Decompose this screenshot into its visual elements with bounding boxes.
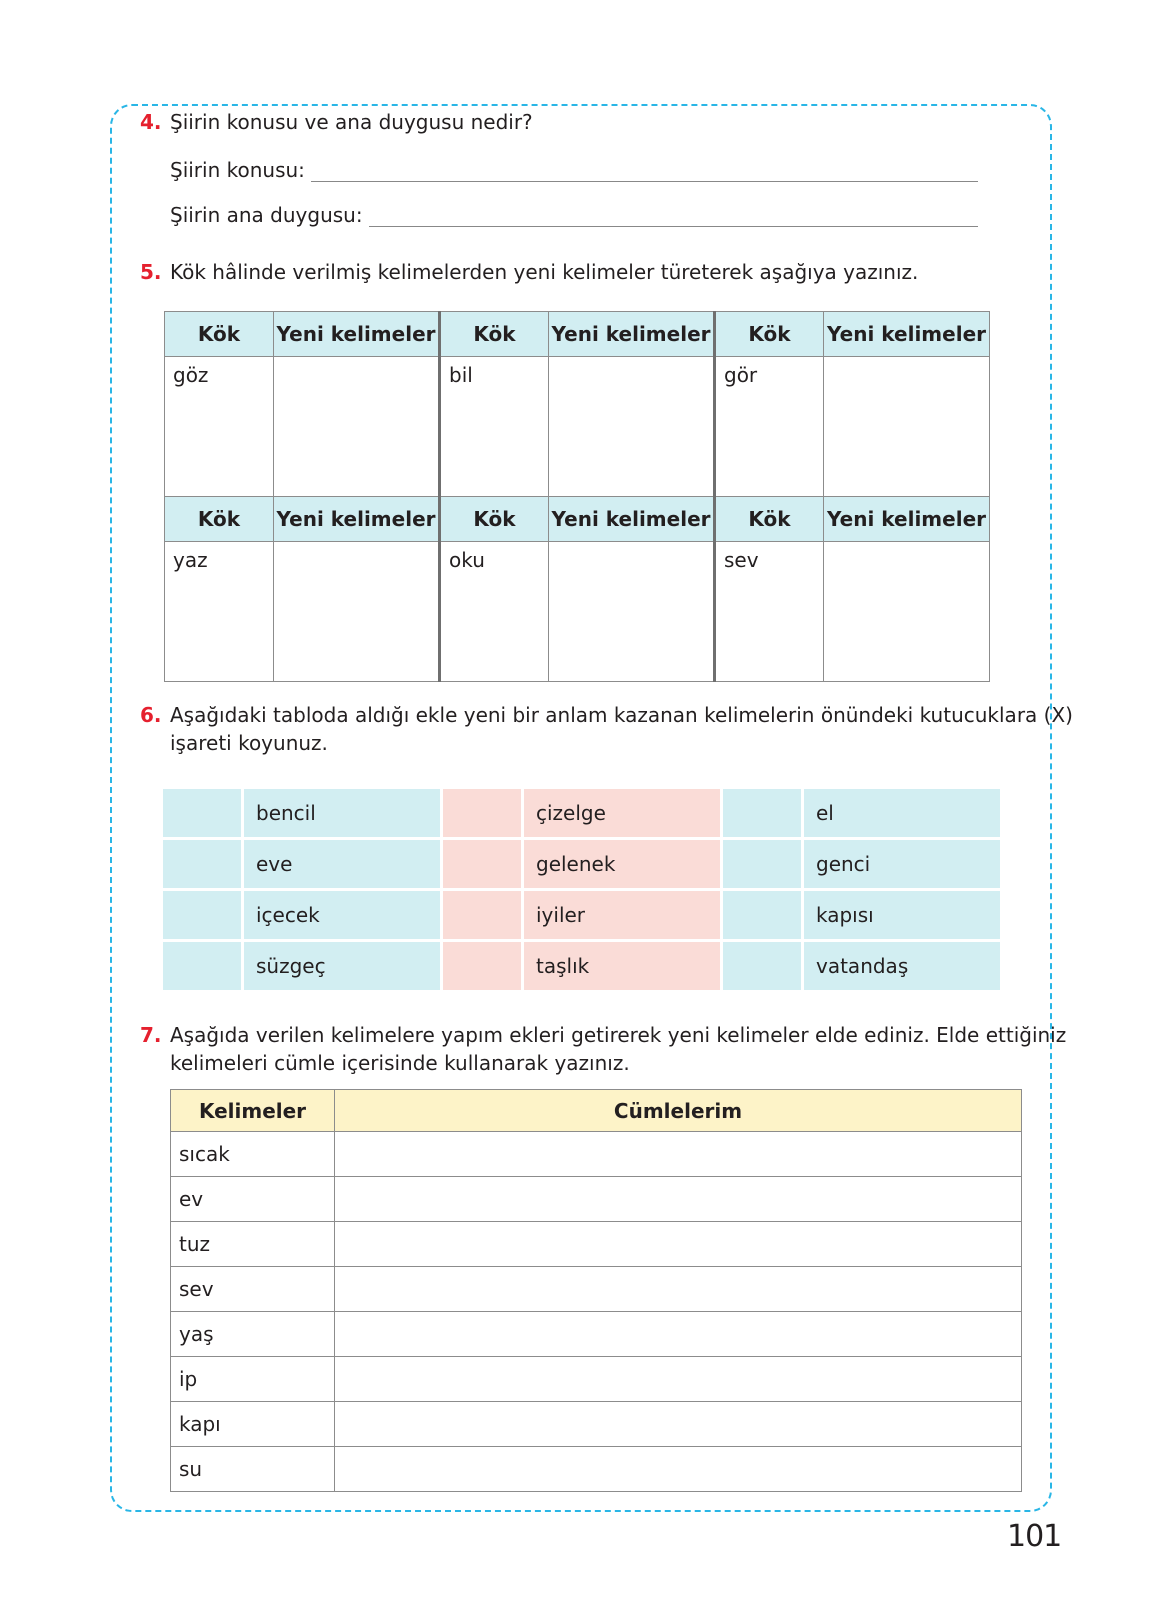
word-cell: eve xyxy=(244,840,440,888)
table-row xyxy=(171,1267,1022,1312)
new-words-cell[interactable] xyxy=(274,542,440,682)
word-cell: yaş xyxy=(171,1312,335,1357)
table-row xyxy=(171,1447,1022,1492)
word-cell: ip xyxy=(171,1357,335,1402)
sentences-table xyxy=(170,1089,1022,1492)
table-header-row xyxy=(165,312,990,357)
table-row xyxy=(163,942,1000,990)
checkbox-cell[interactable] xyxy=(443,891,521,939)
word-cell: el xyxy=(804,789,1000,837)
word-cell: vatandaş xyxy=(804,942,1000,990)
question-text: işareti koyunuz. xyxy=(170,731,328,755)
table-row xyxy=(163,891,1000,939)
sentence-cell[interactable] xyxy=(335,1177,1022,1222)
question-text: Kök hâlinde verilmiş kelimelerden yeni kelimeler türeterek aşağıya yazınız. xyxy=(170,260,919,284)
table-row xyxy=(171,1312,1022,1357)
new-words-cell[interactable] xyxy=(549,542,715,682)
root-word: bil xyxy=(440,357,549,497)
header-root: Kök xyxy=(165,312,274,357)
question-text: Aşağıdaki tabloda aldığı ekle yeni bir anlam kazanan kelimelerin önündeki kutucuklara (X) xyxy=(170,703,1073,727)
header-words: Kelimeler xyxy=(171,1090,335,1132)
root-words-table xyxy=(164,311,990,682)
word-cell: su xyxy=(171,1447,335,1492)
checkbox-cell[interactable] xyxy=(443,942,521,990)
checkbox-cell[interactable] xyxy=(163,789,241,837)
header-sentences: Cümlelerim xyxy=(335,1090,1022,1132)
page-number: 101 xyxy=(1007,1519,1062,1554)
question-5 xyxy=(140,258,918,286)
new-words-cell[interactable] xyxy=(824,542,990,682)
root-word: yaz xyxy=(165,542,274,682)
checkbox-cell[interactable] xyxy=(163,942,241,990)
root-word: sev xyxy=(715,542,824,682)
word-cell: genci xyxy=(804,840,1000,888)
question-6 xyxy=(140,701,1073,757)
answer-line-emotion xyxy=(170,203,978,227)
sentence-cell[interactable] xyxy=(335,1132,1022,1177)
answer-blank[interactable] xyxy=(369,208,978,227)
header-root: Kök xyxy=(165,497,274,542)
word-cell: kapı xyxy=(171,1402,335,1447)
root-word: oku xyxy=(440,542,549,682)
word-cell: bencil xyxy=(244,789,440,837)
question-text: Şiirin konusu ve ana duygusu nedir? xyxy=(170,110,533,134)
sentence-cell[interactable] xyxy=(335,1402,1022,1447)
checkbox-cell[interactable] xyxy=(163,840,241,888)
suffix-checkbox-table xyxy=(160,786,1003,993)
answer-label: Şiirin ana duygusu: xyxy=(170,203,363,227)
new-words-cell[interactable] xyxy=(274,357,440,497)
table-row xyxy=(171,1222,1022,1267)
table-row xyxy=(165,542,990,682)
word-cell: kapısı xyxy=(804,891,1000,939)
word-cell: iyiler xyxy=(524,891,720,939)
header-new-words: Yeni kelimeler xyxy=(549,497,715,542)
word-cell: sıcak xyxy=(171,1132,335,1177)
table-row xyxy=(171,1402,1022,1447)
table-row xyxy=(171,1132,1022,1177)
table-row xyxy=(171,1357,1022,1402)
answer-line-topic xyxy=(170,158,978,182)
table-row xyxy=(163,840,1000,888)
word-cell: süzgeç xyxy=(244,942,440,990)
word-cell: içecek xyxy=(244,891,440,939)
header-root: Kök xyxy=(715,497,824,542)
question-text: kelimeleri cümle içerisinde kullanarak yazınız. xyxy=(170,1051,630,1075)
sentence-cell[interactable] xyxy=(335,1357,1022,1402)
checkbox-cell[interactable] xyxy=(723,891,801,939)
checkbox-cell[interactable] xyxy=(443,789,521,837)
new-words-cell[interactable] xyxy=(549,357,715,497)
question-text: Aşağıda verilen kelimelere yapım ekleri getirerek yeni kelimeler elde ediniz. Elde ettiğiniz xyxy=(170,1023,1067,1047)
question-4 xyxy=(140,108,533,136)
question-number: 5. xyxy=(140,260,162,284)
table-row xyxy=(165,357,990,497)
word-cell: ev xyxy=(171,1177,335,1222)
new-words-cell[interactable] xyxy=(824,357,990,497)
answer-label: Şiirin konusu: xyxy=(170,158,305,182)
checkbox-cell[interactable] xyxy=(723,840,801,888)
sentence-cell[interactable] xyxy=(335,1447,1022,1492)
header-new-words: Yeni kelimeler xyxy=(274,312,440,357)
sentence-cell[interactable] xyxy=(335,1312,1022,1357)
word-cell: gelenek xyxy=(524,840,720,888)
root-word: göz xyxy=(165,357,274,497)
header-root: Kök xyxy=(715,312,824,357)
word-cell: çizelge xyxy=(524,789,720,837)
header-root: Kök xyxy=(440,312,549,357)
question-number: 7. xyxy=(140,1023,162,1047)
header-root: Kök xyxy=(440,497,549,542)
answer-blank[interactable] xyxy=(311,163,978,182)
table-header-row xyxy=(165,497,990,542)
checkbox-cell[interactable] xyxy=(723,789,801,837)
header-new-words: Yeni kelimeler xyxy=(549,312,715,357)
header-new-words: Yeni kelimeler xyxy=(274,497,440,542)
header-new-words: Yeni kelimeler xyxy=(824,497,990,542)
table-row xyxy=(163,789,1000,837)
sentence-cell[interactable] xyxy=(335,1222,1022,1267)
word-cell: taşlık xyxy=(524,942,720,990)
word-cell: sev xyxy=(171,1267,335,1312)
table-row xyxy=(171,1177,1022,1222)
header-new-words: Yeni kelimeler xyxy=(824,312,990,357)
question-number: 4. xyxy=(140,110,162,134)
checkbox-cell[interactable] xyxy=(723,942,801,990)
checkbox-cell[interactable] xyxy=(443,840,521,888)
table-header-row xyxy=(171,1090,1022,1132)
word-cell: tuz xyxy=(171,1222,335,1267)
sentence-cell[interactable] xyxy=(335,1267,1022,1312)
question-number: 6. xyxy=(140,703,162,727)
question-7 xyxy=(140,1021,1066,1077)
checkbox-cell[interactable] xyxy=(163,891,241,939)
root-word: gör xyxy=(715,357,824,497)
